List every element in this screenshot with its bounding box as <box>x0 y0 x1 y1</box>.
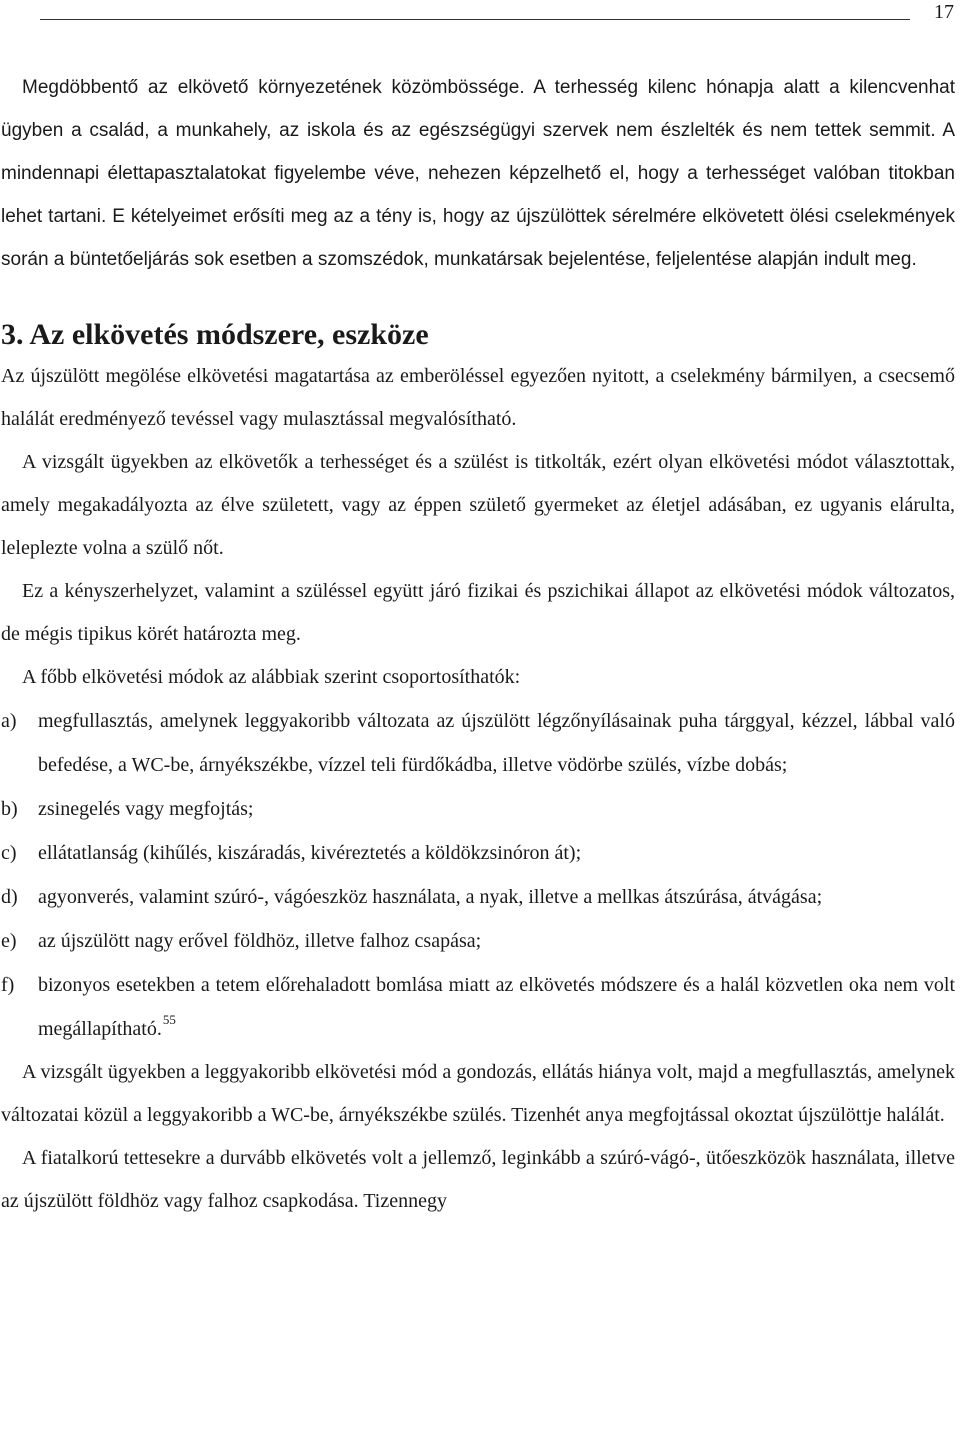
list-item <box>1 831 955 875</box>
list-marker: a) <box>1 710 17 732</box>
section-paragraph-4: A főbb elkövetési módok az alábbiak szerint csoportosíthatók: <box>22 666 521 688</box>
list-item <box>1 963 955 1051</box>
list-text: megfullasztás, amelynek leggyakoribb változata az újszülött légzőnyílásainak puha tárggyal, kézzel, lábbal való befedése, a WC-be, árnyékszékbe, vízzel teli fürdőkádba, illetve vödörbe szülés, vízbe dobás; <box>38 710 955 776</box>
page-body <box>1 66 955 1223</box>
page-number: 17 <box>934 1 954 23</box>
list-marker: d) <box>1 886 18 908</box>
list-text: az újszülött nagy erővel földhöz, illetve falhoz csapása; <box>38 930 482 952</box>
list-marker: b) <box>1 798 18 820</box>
intro-sentence-1: Megdöbbentő az elkövető környezetének közömbössége. A terhesség kilenc hónapja alatt a kilencvenhat ügyben a család, a munkahely, az iskola és az egészségügyi szervek nem észlelték és nem tettek semmit. <box>1 77 955 141</box>
list-text-body: bizonyos esetekben a tetem előrehaladott bomlása miatt az elkövetés módszere és a halál közvetlen oka nem volt megállapítható. <box>38 974 955 1040</box>
list-item <box>1 787 955 831</box>
section-heading: 3. Az elkövetés módszere, eszköze <box>1 318 429 351</box>
intro-sentence-2: A mindennapi élettapasztalatokat figyelembe véve, nehezen képzelhető el, hogy a terhességet valóban titokban lehet tartani. E kételyeimet erősíti meg az a tény is, hogy az újszülöttek sérelmére elkövetett ölési cselekmények során a büntetőeljárás sok esetben a szomszédok, munkatársak bejelentése, feljelentése alapján indult meg. <box>1 120 955 270</box>
method-list <box>1 699 955 1051</box>
list-marker: f) <box>1 974 15 996</box>
footnote-reference[interactable]: 55 <box>162 1012 176 1027</box>
list-text: zsinegelés vagy megfojtás; <box>38 798 254 820</box>
section-paragraph-5: A vizsgált ügyekben a leggyakoribb elkövetési mód a gondozás, ellátás hiánya volt, majd a megfullasztás, amelynek változatai közül a leggyakoribb a WC-be, árnyékszékbe szülés. Tizenhét anya megfojtással okoztat újszülöttje halálát. <box>1 1061 955 1126</box>
intro-paragraph <box>1 66 955 281</box>
section-paragraph-3: Ez a kényszerhelyzet, valamint a szüléssel együtt járó fizikai és pszichikai állapot az elkövetési módok változatos, de mégis tipikus körét határozta meg. <box>1 580 955 645</box>
section-gap <box>1 281 955 315</box>
list-marker: e) <box>1 930 17 952</box>
section-paragraph-2: A vizsgált ügyekben az elkövetők a terhességet és a szülést is titkolták, ezért olyan elkövetési módot választottak, amely megakadályozta az élve született, vagy az éppen születő gyermeket az életjel adásában, ez ugyanis elárulta, leleplezte volna a szülő nőt. <box>1 451 955 559</box>
list-text: agyonverés, valamint szúró-, vágóeszköz használata, a nyak, illetve a mellkas átszúrása, átvágása; <box>38 886 823 908</box>
list-marker: c) <box>1 842 17 864</box>
section-paragraph-6: A fiatalkorú tettesekre a durvább elkövetés volt a jellemző, leginkább a szúró-vágó-, ütőeszközök használata, illetve az újszülött földhöz vagy falhoz csapkodása. Tizennegy <box>1 1147 955 1212</box>
list-text <box>38 963 955 1051</box>
list-item <box>1 699 955 787</box>
list-item <box>1 875 955 919</box>
header-rule <box>40 19 910 20</box>
list-text: ellátatlanság (kihűlés, kiszáradás, kivéreztetés a köldökzsinóron át); <box>38 842 582 864</box>
section-paragraph-1: Az újszülött megölése elkövetési magatartása az emberöléssel egyezően nyitott, a cselekmény bármilyen, a csecsemő halálát eredményező tevéssel vagy mulasztással megvalósítható. <box>1 365 955 430</box>
list-item <box>1 919 955 963</box>
